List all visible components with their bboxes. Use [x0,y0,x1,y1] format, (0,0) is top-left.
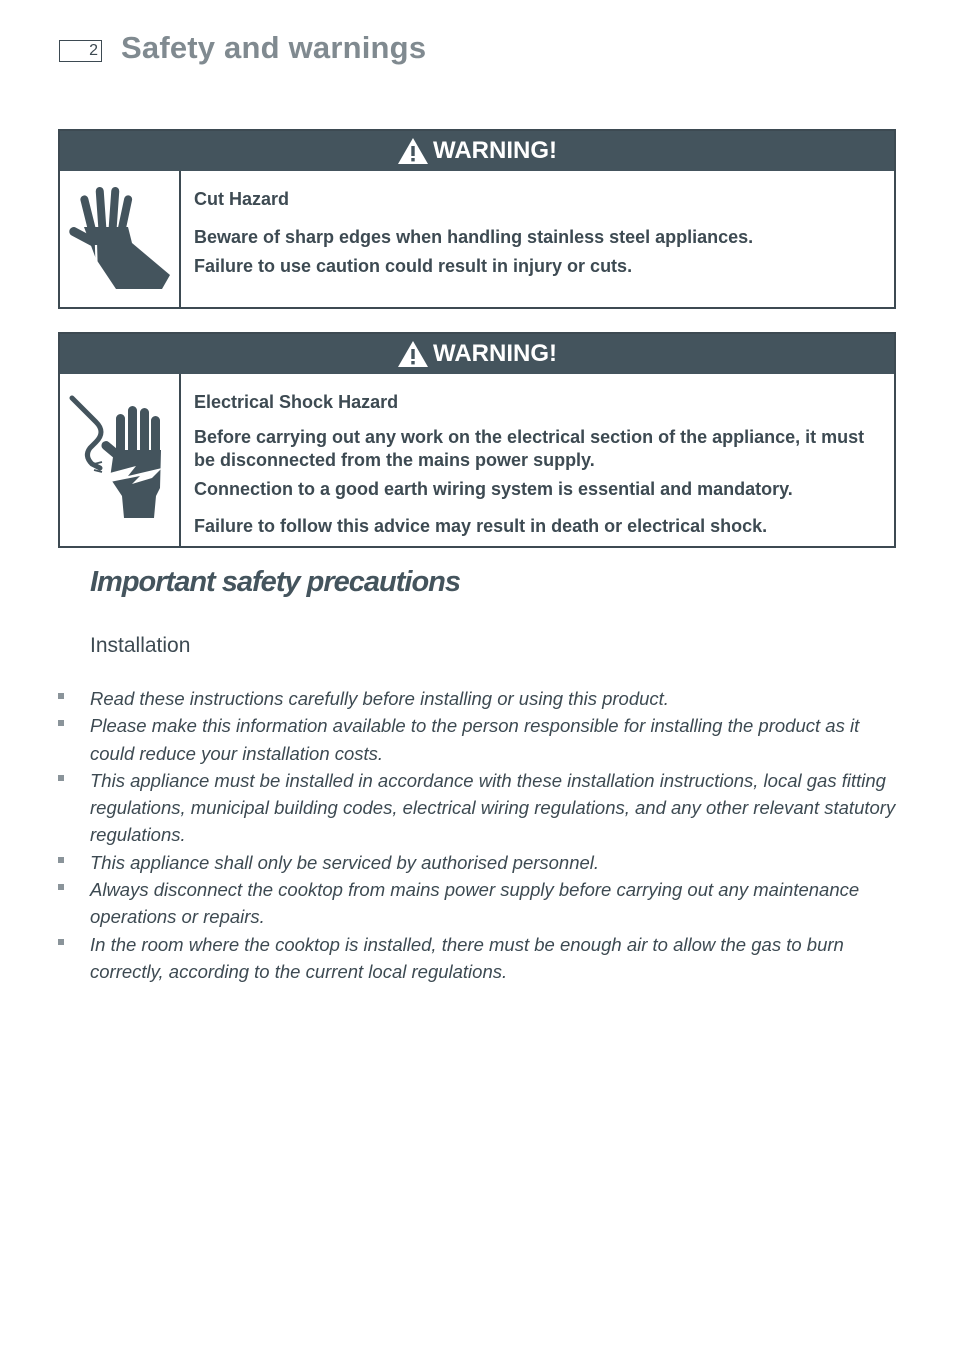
electrical-hazard-icon-cell [60,374,181,546]
bullet-square-icon [58,720,64,726]
bullet-square-icon [58,857,64,863]
hazard-line: Before carrying out any work on the electrical section of the appliance, it must be disconnected from the mains power supply. [194,427,865,470]
warning-header [60,334,894,374]
cut-hazard-text [181,171,894,307]
list-item-text: This appliance must be installed in accordance with these installation instructions, local gas fitting regulations, municipal building codes, electrical wiring regulations, and any other relevant statutory regulations. [90,769,896,846]
bullet-square-icon [58,939,64,945]
list-item-text: Always disconnect the cooktop from mains power supply before carrying out any maintenance operations or repairs. [90,879,860,928]
bullet-square-icon [58,884,64,890]
warning-triangle-icon [397,137,429,165]
list-item [58,876,900,931]
bullet-square-icon [58,775,64,781]
hazard-title: Cut Hazard [194,189,290,209]
bullet-square-icon [58,693,64,699]
list-item-text: Please make this information available to the person responsible for installing the product as it could reduce your installation costs. [90,715,860,764]
list-item [58,931,900,986]
precautions-list [58,685,900,985]
cut-hazard-icon-cell [60,171,181,307]
electrical-hazard-text [181,374,894,546]
page-title: Safety and warnings [121,30,427,65]
section-title: Important safety precautions [90,566,461,598]
warning-body [60,374,894,546]
list-item [58,849,900,876]
list-item [58,767,900,849]
hazard-line: Failure to follow this advice may result in death or electrical shock. [194,516,768,536]
hazard-line: Connection to a good earth wiring system is essential and mandatory. [194,479,793,499]
warning-label: WARNING! [433,137,557,164]
list-item-text: This appliance shall only be serviced by authorised personnel. [90,851,600,873]
hazard-title: Electrical Shock Hazard [194,392,399,412]
hazard-line: Failure to use caution could result in injury or cuts. [194,256,633,276]
warning-label: WARNING! [433,340,557,367]
warning-header [60,131,894,171]
hazard-line: Beware of sharp edges when handling stainless steel appliances. [194,227,754,247]
list-item [58,712,900,767]
list-item [58,685,900,712]
electrical-hazard-warning-box [58,332,896,548]
list-item-text: In the room where the cooktop is installed, there must be enough air to allow the gas to burn correctly, according to the current local regulations. [90,933,844,982]
warning-body [60,171,894,307]
section-subtitle: Installation [90,634,191,657]
cut-hazard-hand-icon [66,181,176,291]
list-item-text: Read these instructions carefully before installing or using this product. [90,688,669,709]
electric-shock-hand-icon [66,392,176,522]
warning-triangle-icon [397,340,429,368]
page-number: 2 [59,40,102,62]
cut-hazard-warning-box [58,129,896,309]
